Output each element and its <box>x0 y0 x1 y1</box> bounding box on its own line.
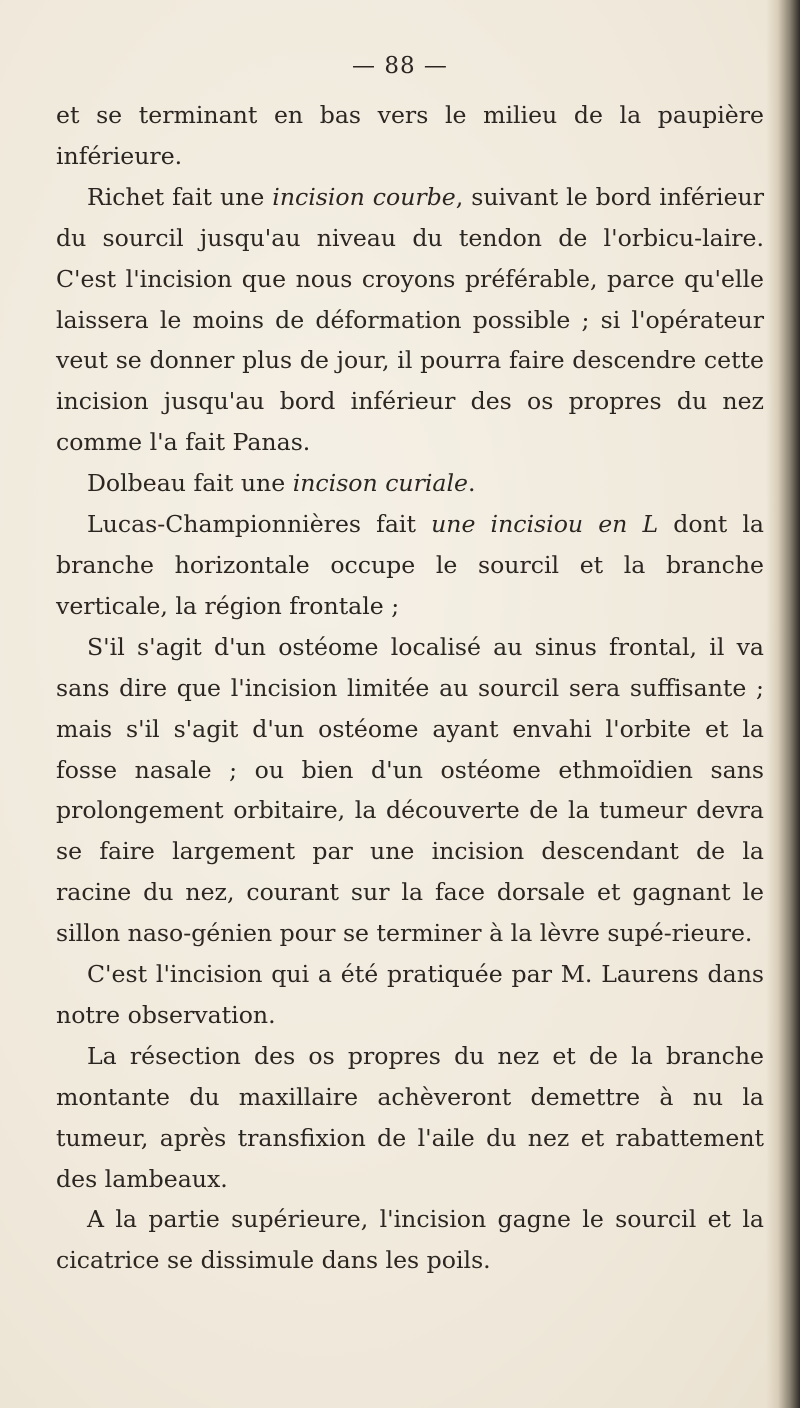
text-run: Dolbeau fait une <box>87 469 293 498</box>
paragraph-dolbeau <box>56 463 764 504</box>
italic-term: une incisiou en L <box>431 510 659 539</box>
italic-term: incison curiale <box>292 469 469 498</box>
paragraph-richet <box>56 177 764 463</box>
italic-term: incision courbe <box>272 182 456 211</box>
paragraph-continuation: et se terminant en bas vers le milieu de la paupière inférieure. <box>56 101 764 170</box>
paragraph-resection: La résection des os propres du nez et de la branche montante du maxillaire achèveront demettre à nu la tumeur, après transfixion de l'aile du nez et rabattement des lambeaux. <box>56 1041 764 1193</box>
paragraph-osteome: S'il s'agit d'un ostéome localisé au sinus frontal, il va sans dire que l'incision limitée au sourcil sera suffisante ; mais s'il s'agit d'un ostéome ayant envahi l'orbite et la fosse nasale ; ou bien d'un ostéome ethmoïdien sans prolongement orbitaire, la découverte de la tumeur devra se faire largement par une incision descendant de la racine du nez, courant sur la face dorsale et gagnant le sillon naso-génien pour se terminer à la lèvre supé-rieure. <box>56 632 764 948</box>
paragraph-laurens: C'est l'incision qui a été pratiquée par M. Laurens dans notre observation. <box>56 960 764 1029</box>
text-run: , suivant le bord inférieur du sourcil jusqu'au niveau du tendon de l'orbicu-laire. C'est l'incision que nous croyons préférable, parce qu'elle laissera le moins de déformation possible ; si l'opérateur veut se donner plus de jour, il pourra faire descendre cette incision jusqu'au bord inférieur des os propres du nez comme l'a fait Panas. <box>56 182 765 457</box>
text-run: . <box>468 469 476 498</box>
paragraph-partie-superieure: A la partie supérieure, l'incision gagne le sourcil et la cicatrice se dissimule dans les poils. <box>56 1205 764 1275</box>
text-run: dont la branche horizontale occupe le sourcil et la branche verticale, la région frontale ; <box>56 510 765 620</box>
text-run: Lucas-Championnières fait <box>87 510 432 539</box>
paragraph-lucas-championnieres <box>56 504 764 627</box>
text-run: Richet fait une <box>87 182 273 211</box>
body-text <box>56 95 764 1281</box>
page-edge-shadow <box>766 0 800 1408</box>
page-number: — 88 — <box>352 53 448 79</box>
